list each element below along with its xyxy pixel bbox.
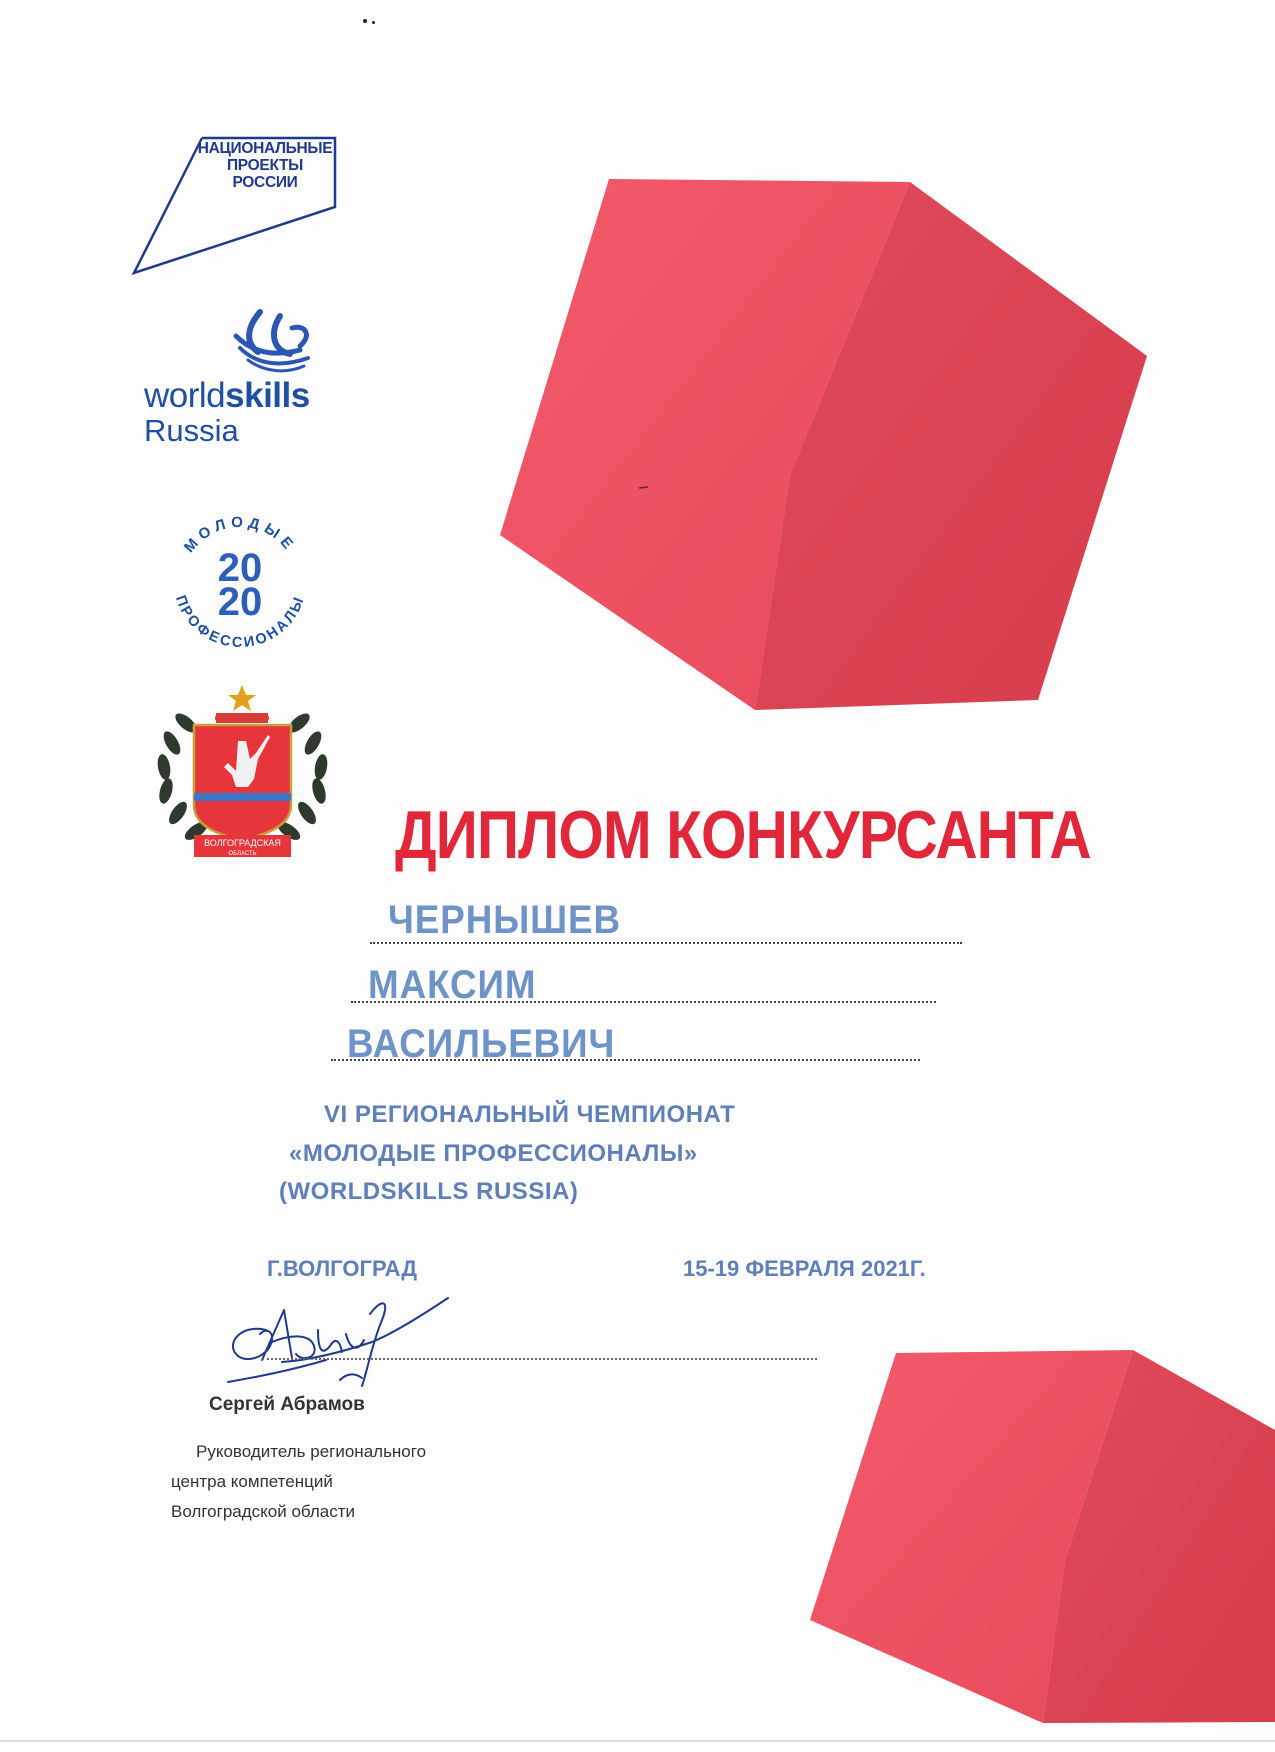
small-red-cube [810, 1350, 1275, 1723]
national-projects-line: РОССИИ [232, 174, 298, 191]
signer-name: Сергей Абрамов [209, 1394, 365, 1415]
worldskills-country: Russia [144, 413, 239, 448]
worldskills-wordmark [144, 378, 310, 414]
young-professionals-top-arc: МОЛОДЫЕ [180, 513, 300, 557]
national-projects-line: НАЦИОНАЛЬНЫЕ [197, 140, 333, 157]
championship-dates: 15-19 ФЕВРАЛЯ 2021Г. [683, 1256, 926, 1281]
coat-ribbon-line1: ВОЛГОГРАДСКАЯ [204, 838, 281, 848]
worldskills-word-light: world [144, 376, 226, 415]
scan-mark [639, 487, 648, 488]
signature-underline [262, 1358, 817, 1360]
young-professionals-bottom-arc: ПРОФЕССИОНАЛЫ [171, 593, 309, 652]
coat-ribbon-line2: ОБЛАСТЬ [228, 851, 257, 857]
year-2020-top: 20 [217, 546, 263, 590]
patronymic-underline [331, 1059, 920, 1061]
worldskills-word-bold: skills [225, 376, 310, 415]
city-label: Г.ВОЛГОГРАД [267, 1256, 418, 1281]
signer-position-line1: Руководитель регионального [196, 1442, 427, 1461]
participant-first-name: МАКСИМ [368, 963, 537, 1007]
championship-line3: (WORLDSKILLS RUSSIA) [279, 1178, 579, 1205]
volgograd-coat-of-arms-icon [150, 683, 335, 863]
surname-underline [370, 942, 962, 944]
championship-line2: «МОЛОДЫЕ ПРОФЕССИОНАЛЫ» [289, 1140, 698, 1167]
national-projects-logo-text [195, 140, 335, 191]
signer-position-line3: Волгоградской области [171, 1502, 356, 1521]
year-2020-bottom: 20 [217, 580, 263, 624]
diploma-title: ДИПЛОМ КОНКУРСАНТА [395, 797, 1091, 873]
young-professionals-2020-logo [160, 503, 320, 663]
participant-surname: ЧЕРНЫШЕВ [388, 898, 622, 942]
handwritten-signature [222, 1290, 462, 1400]
signer-position-line2: центра компетенций [171, 1472, 333, 1491]
participant-patronymic: ВАСИЛЬЕВИЧ [347, 1022, 616, 1066]
national-projects-line: ПРОЕКТЫ [226, 157, 304, 174]
first-name-underline [351, 1001, 936, 1003]
championship-line1: VI РЕГИОНАЛЬНЫЙ ЧЕМПИОНАТ [324, 1101, 736, 1128]
large-red-cube [500, 179, 1147, 710]
